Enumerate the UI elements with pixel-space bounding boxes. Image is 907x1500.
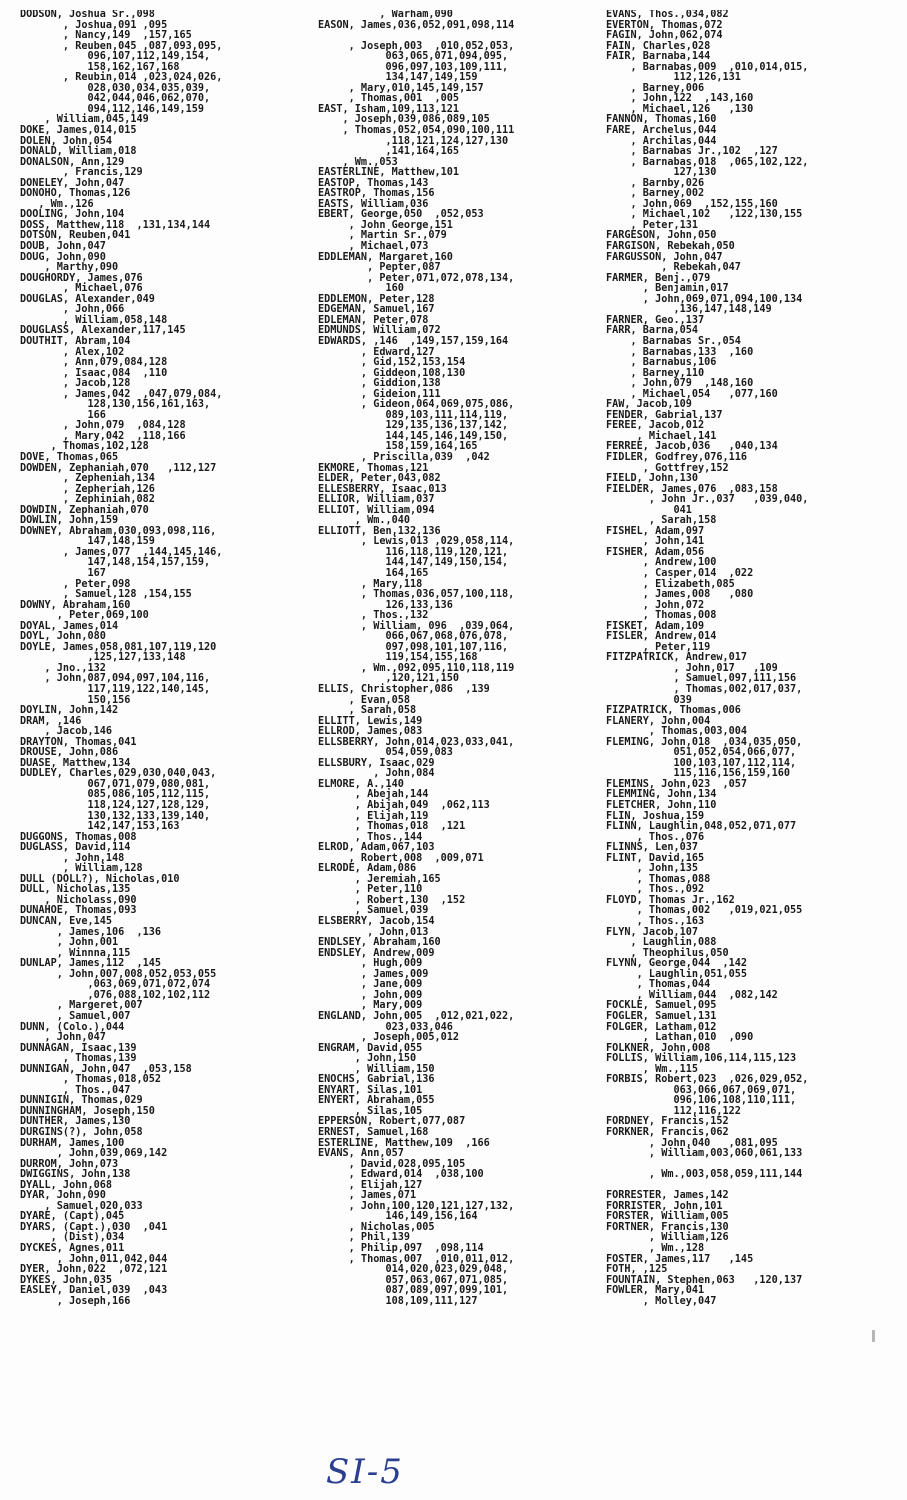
- index-column-2: , Warham,090 EASON, James,036,052,091,098,114 , Joseph,003 ,010,052,053, 063,065,071,094,095, 096,097,103,109,111, 134,147,149,159 , Mary,010,145,149,157 , Thomas,001 ,005 EAST, Isham,109,113,121 , Joseph,039,086,089,105 , Thomas,052,054,090,100,111 ,118,121,124,127,130 ,141,164,165 , Wm.,053 EASTERLINE, Matthew,101 EASTOP, Thomas,143 EASTROP, Thomas,156 EASTS, William,036 EBERT, George,050 ,052,053 , John George,151 , Martin Sr.,079 , Michael,073 EDDLEMAN, Margaret,160 , Pepter,087 , Peter,071,072,078,134, 160 EDDLEMON, Peter,128 EDGEMAN, Samuel,167 EDLEMAN, Peter,078 EDMUNDS, William,072 EDWARDS, ,146 ,149,157,159,164 , Edward,127 , Gid,152,153,154 , Giddeon,108,130 , Giddion,138 , Gideion,111 , Gideon,064,069,075,086, 089,103,111,114,119, 129,135,136,137,142, 144,145,146,149,150, 158,159,164,165 , Priscilla,039 ,042 EKMORE, Thomas,121 ELDER, Peter,043,082 ELLESBERRY, Isaac,013 ELLIOR, William,037 ELLIOT, William,094 , Wm.,040 ELLIOTT, Ben,132,136 , Lewis,013 ,029,058,114, 116,118,119,120,121, 144,147,149,150,154, 164,165 , Mary,118 , Thomas,036,057,100,118, 126,133,136 , Thos.,132 , William, 096 ,039,064, 066,067,068,076,078, 097,098,101,107,116, 119,154,155,168 , Wm.,092,095,110,118,119 ,120,121,150 ELLIS, Christopher,086 ,139 , Evan,058 , Sarah,058 ELLITT, Lewis,149 ELLROD, James,083 ELLSBERRY, John,014,023,033,041, 054,059,083 ELLSBURY, Isaac,029 , John,084 ELMORE, A.,140 , Abejah,144 , Abijah,049 ,062,113 , Elijah,119 , Thomas,018 ,121 , Thos.,144 ELROD, Adam,067,103 , Robert,008 ,009,071 ELRODE, Adam,086 , Jeremiah,165 , Peter,110 , Robert,130 ,152 , Samuel,039 ELSBERRY, Jacob,154 , John,013 ENDLSEY, Abraham,160 ENDSLEY, Andrew,009 , Hugh,009 , James,009 , Jane,009 , John,009 , Mary,009 ENGLAND, John,005 ,012,021,022, 023,033,046 , Joseph,005,012 ENGRAM, David,055 , John,150 , William,150 ENOCHS, Gabrial,136 ENYART, Silas,101 ENYERT, Abraham,055 , Silas,105 EPPERSON, Robert,077,087 ERNEST, Samuel,168 ESTERLINE, Matthew,109 ,166 EVANS, Ann,057 , David,028,095,105 , Edward,014 ,038,100 , Elijah,127 , James,071 , John,100,120,121,127,132, 146,149,156,164 , Nicholas,005 , Phil,139 , Philip,097 ,098,114 , Thomas,007 ,010,011,012, 014,020,023,029,048, 057,063,067,071,085, 087,089,097,099,101, 108,109,111,127: [318, 10, 515, 1307]
- index-column-1: DODSON, Joshua Sr.,098 , Joshua,091 ,095 , Nancy,149 ,157,165 , Reuben,045 ,087,093,095, 096,107,112,149,154, 158,162,167,168 , Reubin,014 ,023,024,026, 028,030,034,035,039, 042,044,046,062,070, 094,112,146,149,159 , William,045,149 DOKE, James,014,015 DOLEN, John,054 DONALD, William,018 DONALSON, Ann,129 , Francis,129 DONELEY, John,047 DONOHO, Thomas,126 , Wm.,126 DOOLING, John,104 DOSS, Matthew,118 ,131,134,144 DOTSON, Reuben,041 DOUB, John,047 DOUG, John,090 , Marthy,090 DOUGHORDY, James,076 , Michael,076 DOUGLAS, Alexander,049 , John,066 , William,058,148 DOUGLASS, Alexander,117,145 DOUTHIT, Abram,104 , Alex,102 , Ann,079,084,128 , Isaac,084 ,110 , Jacob,128 , James,042 ,047,079,084, 128,130,156,161,163, 166 , John,079 ,084,128 , Mary,042 ,118,166 , Thomas,102,128 DOVE, Thomas,065 DOWDEN, Zephaniah,070 ,112,127 , Zepheniah,134 , Zepheriah,126 , Zephiniah,082 DOWDIN, Zephaniah,070 DOWLIN, John,159 DOWNEY, Abraham,030,093,098,116, 147,148,159 , James,077 ,144,145,146, 147,148,154,157,159, 167 , Peter,098 , Samuel,128 ,154,155 DOWNY, Abraham,160 , Peter,069,100 DOYAL, James,014 DOYL, John,080 DOYLE, James,058,081,107,119,120 ,125,127,133,148 , Jno.,132 , John,087,094,097,104,116, 117,119,122,140,145, 150,156 DOYLIN, John,142 DRAM, ,146 , Jacob,146 DRAYTON, Thomas,041 DROUSE, John,086 DUASE, Matthew,134 DUDLEY, Charles,029,030,040,043, 067,071,079,080,081, 085,086,105,112,115, 118,124,127,128,129, 130,132,133,139,140, 142,147,153,163 DUGGONS, Thomas,008 DUGLASS, David,114 , John,148 , William,128 DULL (DOLL?), Nicholas,010 DULL, Nicholas,135 , Nicholass,090 DUNAHOE, Thomas,093 DUNCAN, Eve,145 , James,106 ,136 , John,001 , Winnna,115 DUNLAP, James,112 ,145 , John,007,008,052,053,055 ,063,069,071,072,074 ,076,088,102,102,112 , Margeret,007 , Samuel,007 DUNN, (Colo.),044 , John,047 DUNNAGAN, Isaac,139 , Thomas,139 DUNNIGAN, John,047 ,053,158 , Thomas,018,052 , Thos.,047 DUNNIGIN, Thomas,029 DUNNINGHAM, Joseph,150 DUNTHER, James,130 DURGINS(?), John,058 DURHAM, James,100 , John,039,069,142 DURROM, John,073 DWIGGINS, John,138 DYALL, John,068 DYAR, John,090 , Samuel,020,033 DYARE, (Capt),045 DYARS, (Capt.),030 ,041 , (Dist),034 DYCKES, Agnes,011 , John,011,042,044 DYER, John,022 ,072,121 DYKES, John,035 EASLEY, Daniel,039 ,043 , Joseph,166: [20, 10, 223, 1307]
- index-column-3: EVANS, Thos.,034,082 EVERTON, Thomas,072 FAGIN, John,062,074 FAIN, Charles,028 FAIR, Barnaba,144 , Barnabas,009 ,010,014,015, 112,126,131 , Barney,006 , John,122 ,143,160 , Michael,126 ,130 FANNON, Thomas,160 FARE, Archelus,044 , Archilas,044 , Barnabas Jr.,102 ,127 , Barnabas,018 ,065,102,122, 127,130 , Barnby,026 , Barney,002 , John,069 ,152,155,160 , Michael,102 ,122,130,155 , Peter,131 FARGESON, John,050 FARGISON, Rebekah,050 FARGUSSON, John,047 , Rebekah,047 FARMER, Benj.,079 , Benjamin,017 , John,069,071,094,100,134 ,136,147,148,149 FARNER, Geo.,137 FARR, Barna,054 , Barnabas Sr.,054 , Barnabas,133 ,160 , Barnabus,106 , Barney,110 , John,079 ,148,160 , Michael,054 ,077,160 FAW, Jacob,109 FENDER, Gabrial,137 FEREE, Jacob,012 , Michael,141 FERREE, Jacob,036 ,040,134 FIDLER, Godfrey,076,116 , Gottfrey,152 FIELD, John,130 FIELDER, James,076 ,083,158 , John Jr.,037 ,039,040, 041 , Sarah,158 FISHEL, Adam,097 , John,141 FISHER, Adam,056 , Andrew,100 , Casper,014 ,022 , Elizabeth,085 , James,008 ,080 , John,072 , Thomas,008 FISKET, Adam,109 FISLER, Andrew,014 , Peter,119 FITZPATRICK, Andrew,017 , John,017 ,109 , Samuel,097,111,156 , Thomas,002,017,037, 039 FIZPATRICK, Thomas,006 FLANERY, John,004 , Thomas,003,004 FLEMING, John,018 ,034,035,050, 051,052,054,066,077, 100,103,107,112,114, 115,116,156,159,160 FLEMINS, John,023 ,057 FLEMMING, John,134 FLETCHER, John,110 FLIN, Joshua,159 FLINN, Laughlin,048,052,071,077 , Thos.,076 FLINNS, Len,037 FLINT, David,165 , John,135 , Thomas,088 , Thos.,092 FLOYD, Thomas Jr.,162 , Thomas,002 ,019,021,055 , Thos.,163 FLYN, Jacob,107 , Laughlin,088 , Theophilus,050 FLYNN, George,044 ,142 , Laughlin,051,055 , Thomas,044 , William,044 ,082,142 FOCKLE, Samuel,095 FOGLER, Samuel,131 FOLGER, Latham,012 , Lathan,010 ,090 FOLKNER, John,008 FOLLIS, William,106,114,115,123 , Wm.,115 FORBIS, Robert,023 ,026,029,052, 063,066,067,069,071, 096,106,108,110,111, 112,116,122 FORDNEY, Francis,152 FORKNER, Francis,062 , John,040 ,081,095 , William,003,060,061,133 , Wm.,003,058,059,111,144 FORRESTER, James,142 FORRISTER, John,101 FORSTER, William,005 FORTNER, Francis,130 , William,126 , Wm.,128 FOSTER, James,117 ,145 FOTH, ,125 FOUNTAIN, Stephen,063 ,120,137 FOWLER, Mary,041 , Molley,047: [606, 10, 809, 1307]
- page-label: SI-5: [326, 1452, 404, 1492]
- scan-mark: [872, 1330, 875, 1342]
